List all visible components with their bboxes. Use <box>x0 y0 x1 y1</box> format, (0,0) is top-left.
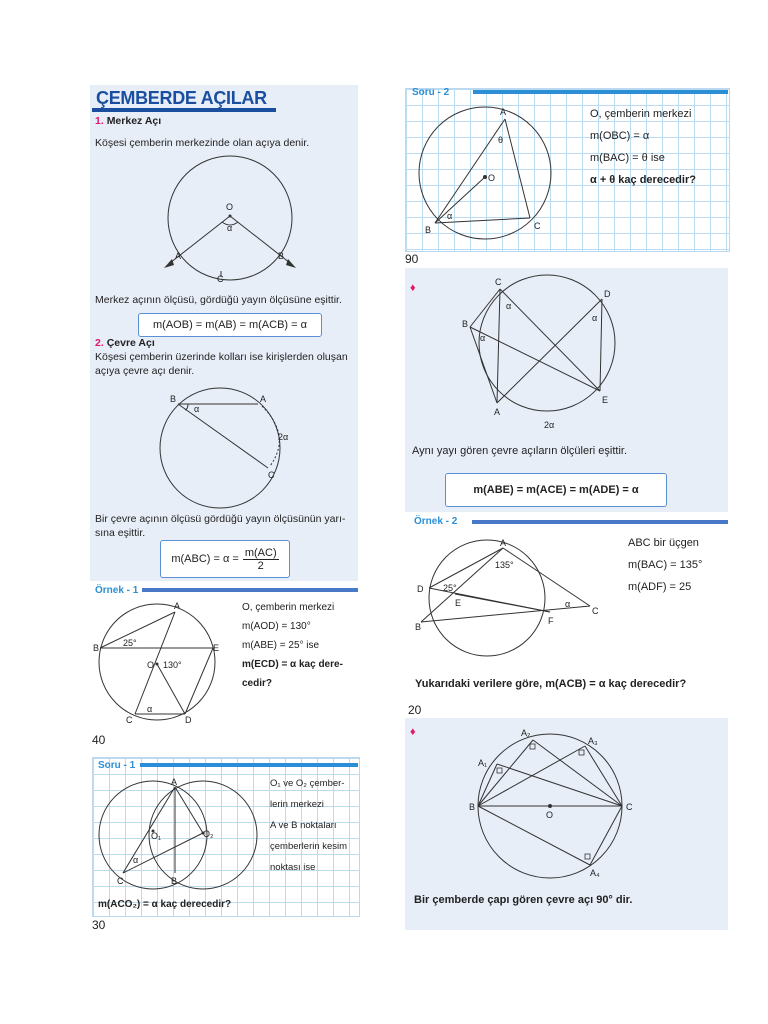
label-o: O <box>546 810 554 820</box>
ornek1-line-4: m(ECD) = α kaç dere- <box>242 659 343 670</box>
label-2alpha: 2α <box>544 420 555 430</box>
formula-left: m(ABC) = α = <box>171 553 239 565</box>
chord-bc <box>178 404 268 468</box>
section1-title: Merkez Açı <box>106 115 162 127</box>
label-alpha: α <box>133 855 139 865</box>
label-a2: A₂ <box>521 728 531 738</box>
label-c: C <box>126 715 133 725</box>
section2-formula <box>160 540 290 578</box>
label-b: B <box>278 251 285 261</box>
label-c: C <box>534 221 541 231</box>
soru1-line-2: lerin merkezi <box>270 798 324 810</box>
label-e: E <box>602 395 609 405</box>
label-f: F <box>548 616 554 626</box>
right-angle-a1 <box>497 768 502 773</box>
soru2-line-3: m(BAC) = θ ise <box>590 152 665 164</box>
line-ef <box>455 594 550 612</box>
ornek1-line-5: cedir? <box>242 678 273 689</box>
label-b: B <box>462 319 469 329</box>
soru2-bar <box>473 90 728 94</box>
inscribed-rule: Aynı yayı gören çevre açıların ölçüleri eşittir. <box>412 445 628 457</box>
page-title: ÇEMBERDE AÇILAR <box>96 88 267 108</box>
chord-ba <box>100 612 175 648</box>
label-e: E <box>455 598 462 608</box>
label-a: A <box>171 777 178 787</box>
soru2-line-2: m(OBC) = α <box>590 130 650 142</box>
label-d: D <box>417 584 424 594</box>
ornek2-diagram <box>415 540 615 655</box>
label-alpha: α <box>565 599 571 609</box>
ornek1-line-1: O, çemberin merkezi <box>242 602 335 613</box>
label-2alpha: 2α <box>278 432 289 442</box>
label-o: O <box>488 173 496 183</box>
soru1-answer: 30 <box>92 918 106 932</box>
ornek1-line-3: m(ABE) = 25° ise <box>242 640 320 651</box>
diameter-diagram <box>469 728 645 878</box>
ornek1-diagram <box>93 601 235 725</box>
line-ab <box>421 548 503 622</box>
formula-fraction <box>243 547 279 572</box>
line-ed <box>185 648 213 714</box>
soru1-line-1: O₁ ve O₂ çember- <box>270 778 345 789</box>
label-o: O <box>147 660 155 670</box>
line-cb <box>470 289 500 327</box>
label-c: C <box>117 876 124 886</box>
soru1-line-4: çemberlerin kesim <box>270 840 348 852</box>
label-theta: θ <box>498 135 504 145</box>
line-ac <box>505 119 530 218</box>
label-135: 135° <box>495 560 514 570</box>
ornek2-header: Örnek - 2 <box>414 516 458 527</box>
right-angle-a3 <box>579 750 584 755</box>
line-a3-c <box>585 746 622 806</box>
inscribed-formula: m(ABE) = m(ACE) = m(ADE) = α <box>445 473 667 507</box>
label-130: 130° <box>163 660 182 670</box>
line-bo <box>435 177 485 223</box>
ornek1-bar <box>142 588 358 592</box>
center-point <box>229 215 232 218</box>
label-25: 25° <box>443 583 457 593</box>
formula-denominator: 2 <box>257 559 264 572</box>
label-o2: O₂ <box>203 829 214 839</box>
section2-desc-line2: açıya çevre açı denir. <box>95 365 195 377</box>
ornek1-answer: 40 <box>92 733 106 747</box>
ornek2-question: Yukarıdaki verilere göre, m(ACB) = α kaç derecedir? <box>415 678 687 690</box>
circle <box>168 156 292 280</box>
label-a: A <box>174 601 181 611</box>
soru2-line-1: O, çemberin merkezi <box>590 108 692 120</box>
arrow-b <box>286 259 296 268</box>
label-e: E <box>213 643 220 653</box>
soru1-text <box>270 774 347 878</box>
ornek2-text <box>628 532 702 598</box>
label-a1: A₁ <box>478 758 488 768</box>
section1-formula: m(AOB) = m(AB) = m(ACB) = α <box>138 313 322 337</box>
label-alpha: α <box>227 223 233 233</box>
soru1-diagram <box>95 775 265 895</box>
inscribed-diagram <box>462 275 632 430</box>
label-alpha: α <box>147 704 153 714</box>
soru2-diagram <box>410 105 570 245</box>
label-c: C <box>217 274 224 284</box>
ornek2-answer: 20 <box>408 703 422 717</box>
circle <box>429 540 545 656</box>
line-da <box>497 299 602 403</box>
label-b: B <box>171 876 178 886</box>
soru2-question: α + θ kaç derecedir? <box>590 174 696 186</box>
label-alpha-d: α <box>592 313 598 323</box>
right-angle-a4 <box>585 854 590 859</box>
center-point <box>156 663 159 666</box>
label-d: D <box>185 715 192 725</box>
soru2-answer: 90 <box>405 252 419 266</box>
ornek2-line-2: m(BAC) = 135° <box>628 559 703 571</box>
section2-rule-line1: Bir çevre açının ölçüsü gördüğü yayın ölçüsünün yarı- <box>95 513 346 525</box>
label-alpha-b: α <box>480 333 486 343</box>
label-a: A <box>500 538 507 548</box>
soru1-header: Soru - 1 <box>98 760 136 771</box>
line-ac <box>503 548 590 606</box>
ornek2-line-1: ABC bir üçgen <box>628 537 699 549</box>
diameter-rule: Bir çemberde çapı gören çevre açı 90° dir. <box>414 894 633 906</box>
center-point <box>548 804 552 808</box>
section1-number: 1. <box>95 115 104 127</box>
label-c: C <box>626 802 633 812</box>
soru1-question: m(ACO₂) = α kaç derecedir? <box>98 899 232 910</box>
section2-title: Çevre Açı <box>106 337 155 349</box>
section2-desc-line1: Köşesi çemberin üzerinde kolları ise kirişlerden oluşan <box>95 351 348 363</box>
section2-number: 2. <box>95 337 104 349</box>
line-de <box>600 299 602 391</box>
soru2-text <box>590 103 696 191</box>
line-ab <box>435 119 505 223</box>
label-a4: A₄ <box>590 868 600 878</box>
label-c: C <box>592 606 599 616</box>
label-a3: A₃ <box>588 736 598 746</box>
ornek2-line-3: m(ADF) = 25 <box>628 581 692 593</box>
label-d: D <box>604 289 611 299</box>
label-b: B <box>93 643 100 653</box>
label-alpha: α <box>194 404 200 414</box>
line-ca <box>497 289 500 403</box>
line-ao2 <box>175 787 203 833</box>
arrow-a <box>164 259 174 268</box>
line-od <box>157 664 185 714</box>
right-angle-a2 <box>530 744 535 749</box>
formula-numerator: m(AC) <box>244 546 277 559</box>
diameter-diamond-icon: ♦ <box>410 726 416 738</box>
soru1-line-3: A ve B noktaları <box>270 819 337 831</box>
center-point <box>483 175 487 179</box>
ornek1-header: Örnek - 1 <box>95 585 139 596</box>
line-ce <box>500 289 600 391</box>
label-a: A <box>175 251 182 261</box>
central-angle-diagram <box>150 158 350 288</box>
ornek1-line-2: m(AOD) = 130° <box>242 621 311 632</box>
label-b: B <box>425 225 432 235</box>
line-a4-c <box>590 806 622 865</box>
label-c: C <box>268 470 275 480</box>
label-b: B <box>469 802 476 812</box>
label-25: 25° <box>123 638 137 648</box>
section1-rule: Merkez açının ölçüsü, gördüğü yayın ölçüsüne eşittir. <box>95 294 342 306</box>
circle <box>99 604 215 720</box>
line-b-a4 <box>478 806 590 865</box>
label-b: B <box>170 394 177 404</box>
line-b-a3 <box>478 746 585 806</box>
section1-description: Köşesi çemberin merkezinde olan açıya denir. <box>95 137 310 149</box>
label-a: A <box>500 107 507 117</box>
label-o1: O₁ <box>151 831 162 841</box>
inscribed-angle-diagram <box>150 388 350 518</box>
section2-rule-line2: sına eşittir. <box>95 527 146 539</box>
label-b: B <box>415 622 422 632</box>
inscribed-diamond-icon: ♦ <box>410 282 416 294</box>
ornek2-bar <box>472 520 728 524</box>
soru1-bar <box>140 763 358 767</box>
section1-heading <box>95 114 161 130</box>
label-a: A <box>260 394 267 404</box>
label-alpha-c: α <box>506 301 512 311</box>
soru1-line-5: noktası ise <box>270 861 316 873</box>
label-alpha: α <box>447 211 453 221</box>
soru2-header: Soru - 2 <box>412 87 450 98</box>
label-a: A <box>494 407 501 417</box>
label-c: C <box>495 277 502 287</box>
ornek1-text <box>242 598 343 693</box>
label-o: O <box>226 202 234 212</box>
